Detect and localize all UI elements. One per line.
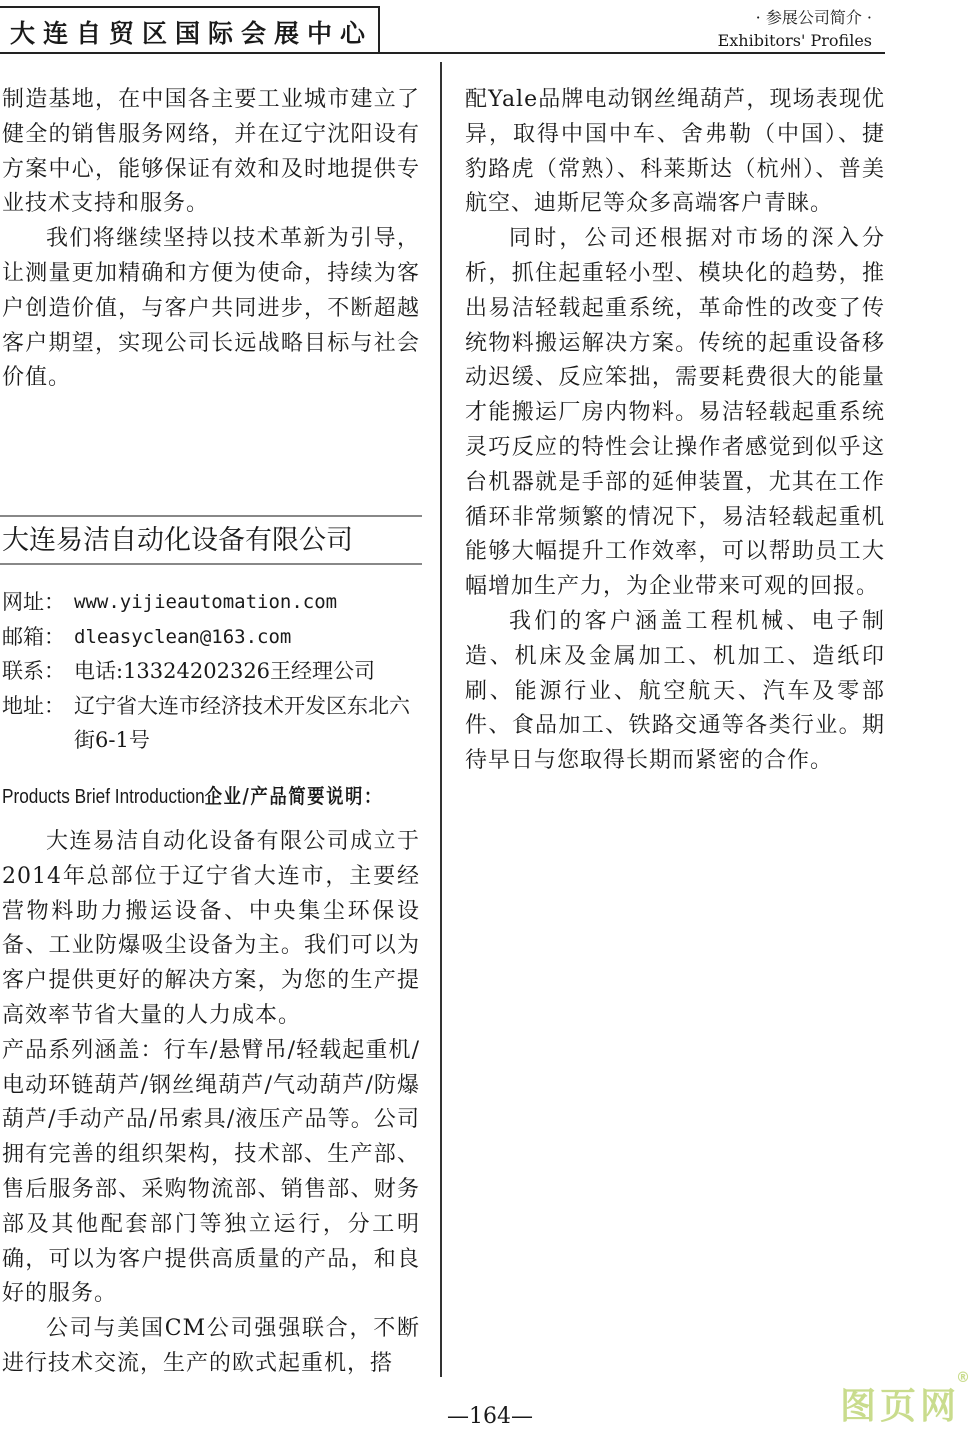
- watermark-text: 图页网: [839, 1386, 960, 1427]
- contact-value: 电话:13324202326王经理公司: [74, 659, 376, 683]
- address-value: 辽宁省大连市经济技术开发区东北六街6-1号: [74, 693, 410, 752]
- header-title: 大连自贸区国际会展中心: [10, 19, 374, 48]
- contact-row: [2, 654, 422, 689]
- header-rule: [380, 52, 885, 54]
- paragraph: 产品系列涵盖：行车/悬臂吊/轻载起重机/电动环链葫芦/钢丝绳葫芦/气动葫芦/防爆葫芦/手动产品/吊索具/液压产品等。公司拥有完善的组织架构，技术部、生产部、售后服务部、采购物流部、销售部、财务部及其他配套部门等独立运行，分工明确，可以为客户提供高质量的产品，和良好的服务。: [2, 1037, 420, 1307]
- website-label: 网址：: [2, 590, 65, 614]
- column-divider: [440, 62, 442, 1377]
- brief-en: Products Brief Introduction: [2, 786, 205, 808]
- contact-label: 联系：: [2, 659, 65, 683]
- email-row: [2, 620, 422, 655]
- brief-cn: 企业/产品简要说明：: [204, 784, 383, 808]
- right-column: [465, 83, 885, 779]
- header-title-box: [0, 6, 380, 54]
- email-label: 邮箱：: [2, 624, 65, 649]
- watermark-logo: [839, 1370, 974, 1429]
- left-column-top: [2, 83, 420, 396]
- paragraph: 我们将继续坚持以技术革新为引导，让测量更加精确和方便为使命，持续为客户创造价值，与客户共同进步，不断超越客户期望，实现公司长远战略目标与社会价值。: [2, 226, 420, 391]
- page-number: —164—: [447, 1404, 533, 1429]
- header-section: [718, 6, 872, 52]
- header-section-en: Exhibitors' Profiles: [717, 31, 872, 50]
- website-value: www.yijieautomation.com: [74, 591, 338, 613]
- products-brief-heading: [2, 780, 383, 809]
- paragraph: 同时，公司还根据对市场的深入分析，抓住起重轻小型、模块化的趋势，推出易洁轻载起重系统，革命性的改变了传统物料搬运解决方案。传统的起重设备移动迟缓、反应笨拙，需要耗费很大的能量才能搬运厂房内物料。易洁轻载起重系统灵巧反应的特性会让操作者感觉到似乎这台机器就是手部的延伸装置，尤其在工作循环非常频繁的情况下，易洁轻载起重机能够大幅提升工作效率，可以帮助员工大幅增加生产力，为企业带来可观的回报。: [465, 226, 885, 600]
- header-section-cn: · 参展公司简介 ·: [755, 8, 872, 27]
- paragraph: 我们的客户涵盖工程机械、电子制造、机床及金属加工、机加工、造纸印刷、能源行业、航空航天、汽车及零部件、食品加工、铁路交通等各类行业。期待早日与您取得长期而紧密的合作。: [465, 608, 885, 774]
- company-name-heading: 大连易洁自动化设备有限公司: [0, 515, 422, 565]
- registered-mark: ®: [956, 1370, 974, 1386]
- paragraph: 配Yale品牌电动钢丝绳葫芦，现场表现优异，取得中国中车、舍弗勒（中国）、捷豹路虎（常熟）、科莱斯达（杭州）、普美航空、迪斯尼等众多高端客户青睐。: [465, 87, 885, 217]
- left-column-body: [2, 825, 420, 1382]
- company-info: [2, 585, 422, 758]
- paragraph: 制造基地，在中国各主要工业城市建立了健全的销售服务网络，并在辽宁沈阳设有方案中心，能够保证有效和及时地提供专业技术支持和服务。: [2, 87, 420, 217]
- website-row: [2, 585, 422, 620]
- address-label: 地址：: [2, 693, 65, 718]
- email-value: dleasyclean@163.com: [74, 625, 292, 648]
- address-row: [2, 689, 422, 758]
- paragraph: 大连易洁自动化设备有限公司成立于2014年总部位于辽宁省大连市，主要经营物料助力搬运设备、中央集尘环保设备、工业防爆吸尘设备为主。我们可以为客户提供更好的解决方案，为您的生产提高效率节省大量的人力成本。: [2, 829, 420, 1028]
- paragraph: 公司与美国CM公司强强联合，不断进行技术交流，生产的欧式起重机，搭: [2, 1316, 420, 1376]
